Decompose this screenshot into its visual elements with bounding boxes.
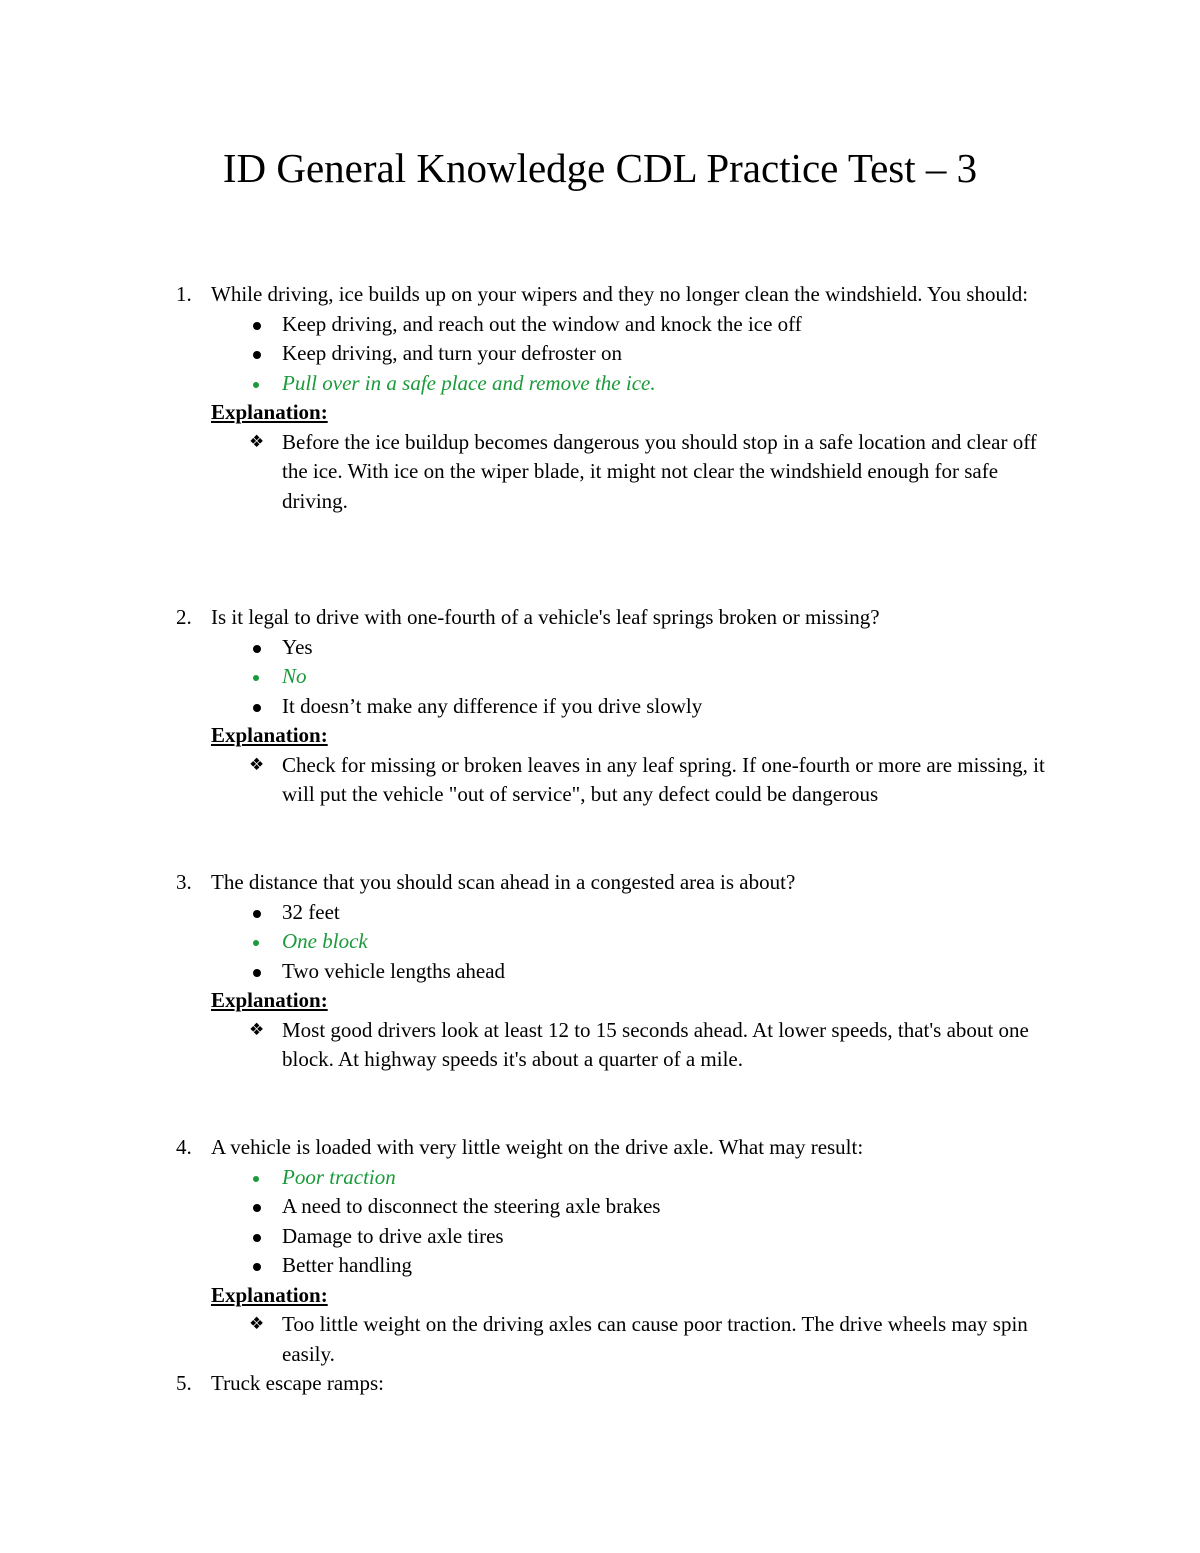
explanation (176, 428, 1066, 517)
answer-option-correct (176, 662, 1066, 692)
bullet-icon (253, 322, 261, 330)
bullet-icon (253, 969, 261, 977)
question-4 (176, 1133, 1066, 1399)
explanation (176, 1016, 1066, 1075)
bullet-icon (253, 704, 261, 712)
explanation (176, 1310, 1066, 1369)
question-text-line (176, 280, 1066, 310)
question-text-line (176, 603, 1066, 633)
explanation (176, 751, 1066, 810)
question-text-line (176, 1133, 1066, 1163)
document-title: ID General Knowledge CDL Practice Test – 3 (222, 145, 978, 191)
answer-option-text: Keep driving, and reach out the window and knock the ice off (282, 311, 802, 336)
question-1 (176, 280, 1066, 516)
answer-option-correct (176, 1163, 1066, 1193)
answer-option (176, 1192, 1066, 1222)
answer-option-text: One block (282, 929, 368, 953)
answer-option-text: Two vehicle lengths ahead (282, 958, 506, 983)
bullet-icon (253, 382, 259, 388)
answer-option (176, 310, 1066, 340)
explanation-text: Too little weight on the driving axles can cause poor traction. The drive wheels may spin easily. (282, 1312, 1028, 1366)
question-2 (176, 603, 1066, 810)
bullet-icon (253, 351, 261, 359)
answer-option (176, 957, 1066, 987)
bullet-icon (253, 1263, 261, 1271)
question-text-line (176, 868, 1066, 898)
explanation-label: Explanation: (211, 1282, 328, 1307)
answer-option (176, 898, 1066, 928)
answer-option-text: Better handling (282, 1253, 413, 1277)
diamond-bullet-icon: ❖ (249, 1019, 265, 1040)
question-3 (176, 868, 1066, 1075)
bullet-icon (253, 940, 259, 946)
answer-option-text: Damage to drive axle tires (282, 1223, 504, 1248)
question-number: 5. (176, 1371, 192, 1395)
answer-option-text: Poor traction (282, 1164, 396, 1189)
answer-option (176, 339, 1066, 369)
question-text: Is it legal to drive with one-fourth of a vehicle's leaf springs broken or missing? (211, 605, 880, 629)
question-text: Truck escape ramps: (211, 1371, 385, 1395)
explanation-text: Most good drivers look at least 12 to 15 seconds ahead. At lower speeds, that's about one block. At highway speeds it's about a quarter of a mile. (282, 1017, 1029, 1071)
question-text: The distance that you should scan ahead in a congested area is about? (211, 870, 796, 894)
answer-option-correct (176, 369, 1066, 399)
explanation-label: Explanation: (211, 988, 328, 1012)
answer-option-text: It doesn’t make any difference if you drive slowly (282, 693, 703, 718)
answer-option-text: Pull over in a safe place and remove the ice. (282, 370, 656, 395)
explanation-text: Check for missing or broken leaves in any leaf spring. If one-fourth or more are missing, it will put the vehicle "out of service", but any defect could be dangerous (282, 752, 1045, 806)
question-text: While driving, ice builds up on your wipers and they no longer clean the windshield. You should: (211, 282, 1029, 306)
answer-option (176, 692, 1066, 722)
bullet-icon (253, 1176, 259, 1182)
answer-option (176, 633, 1066, 663)
bullet-icon (253, 910, 261, 918)
answer-option-correct (176, 927, 1066, 957)
question-number: 4. (176, 1135, 192, 1159)
question-5 (176, 1369, 1066, 1399)
answer-option-text: Yes (282, 634, 313, 659)
answer-option-text: Keep driving, and turn your defroster on (282, 341, 622, 365)
bullet-icon (253, 645, 261, 653)
answer-option-text: No (282, 664, 307, 688)
question-number: 1. (176, 282, 192, 306)
question-text: A vehicle is loaded with very little weight on the drive axle. What may result: (211, 1135, 864, 1159)
answer-option (176, 1222, 1066, 1252)
explanation-label: Explanation: (211, 723, 328, 747)
answer-option-text: 32 feet (282, 899, 340, 924)
explanation-text: Before the ice buildup becomes dangerous you should stop in a safe location and clear off the ice. With ice on the wiper blade, it might not clear the windshield enough for safe driving. (282, 429, 1037, 513)
answer-option (176, 1251, 1066, 1281)
bullet-icon (253, 675, 259, 681)
question-number: 3. (176, 870, 192, 894)
explanation-label: Explanation: (211, 400, 328, 424)
diamond-bullet-icon: ❖ (249, 754, 265, 775)
diamond-bullet-icon: ❖ (249, 431, 265, 452)
bullet-icon (253, 1234, 261, 1242)
bullet-icon (253, 1204, 261, 1212)
answer-option-text: A need to disconnect the steering axle brakes (282, 1194, 661, 1218)
diamond-bullet-icon: ❖ (249, 1314, 265, 1334)
question-number: 2. (176, 605, 192, 629)
